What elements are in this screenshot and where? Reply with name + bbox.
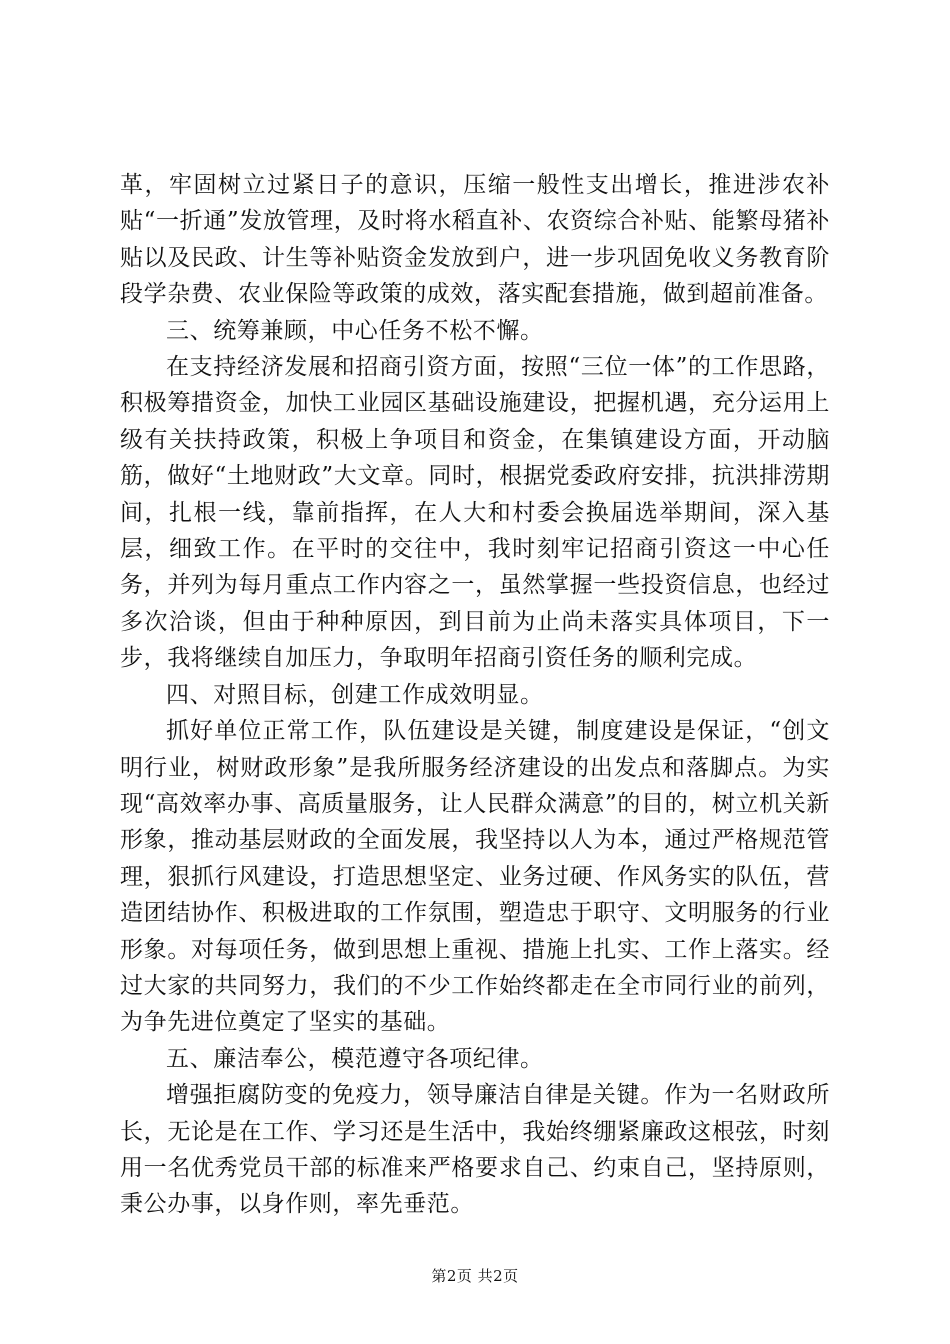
- section-heading-4: 四、对照目标，创建工作成效明显。: [166, 681, 544, 708]
- paragraph-investment: 在支持经济发展和招商引资方面，按照“三位一体”的工作思路，积极筹措资金，加快工业园区基础设施建设，把握机遇，充分运用上级有关扶持政策，积极上争项目和资金，在集镇建设方面，开动脑筋，做好“土地财政”大文章。同时，根据党委政府安排，抗洪排涝期间，扎根一线，靠前指挥，在人大和村委会换届选举期间，深入基层，细致工作。在平时的交往中，我时刻牢记招商引资这一中心任务，并列为每月重点工作内容之一，虽然掌握一些投资信息，也经过多次洽谈，但由于种种原因，到目前为止尚未落实具体项目，下一步，我将继续自加压力，争取明年招商引资任务的顺利完成。: [120, 354, 830, 672]
- paragraph-team-building: 抓好单位正常工作，队伍建设是关键，制度建设是保证，“创文明行业，树财政形象”是我所服务经济建设的出发点和落脚点。为实现“高效率办事、高质量服务，让人民群众满意”的目的，树立机关新形象，推动基层财政的全面发展，我坚持以人为本，通过严格规范管理，狠抓行风建设，打造思想坚定、业务过硬、作风务实的队伍，营造团结协作、积极进取的工作氛围，塑造忠于职守、文明服务的行业形象。对每项任务，做到思想上重视、措施上扎实、工作上落实。经过大家的共同努力，我们的不少工作始终都走在全市同行业的前列，为争先进位奠定了坚实的基础。: [120, 718, 830, 1036]
- section-heading-3: 三、统筹兼顾，中心任务不松不懈。: [166, 317, 544, 344]
- paragraph-integrity: 增强拒腐防变的免疫力，领导廉洁自律是关键。作为一名财政所长，无论是在工作、学习还是生活中，我始终绷紧廉政这根弦，时刻用一名优秀党员干部的标准来严格要求自己、约束自己，坚持原则，秉公办事，以身作则，率先垂范。: [120, 1082, 830, 1218]
- section-heading-5: 五、廉洁奉公，模范遵守各项纪律。: [166, 1045, 544, 1072]
- page-footer: 第2页 共2页: [431, 1267, 519, 1285]
- paragraph-continuation: 革，牢固树立过紧日子的意识，压缩一般性支出增长，推进涉农补贴“一折通”发放管理，及时将水稻直补、农资综合补贴、能繁母猪补贴以及民政、计生等补贴资金发放到户，进一步巩固免收义务教育阶段学杂费、农业保险等政策的成效，落实配套措施，做到超前准备。: [120, 172, 830, 308]
- document-body: [120, 167, 830, 1223]
